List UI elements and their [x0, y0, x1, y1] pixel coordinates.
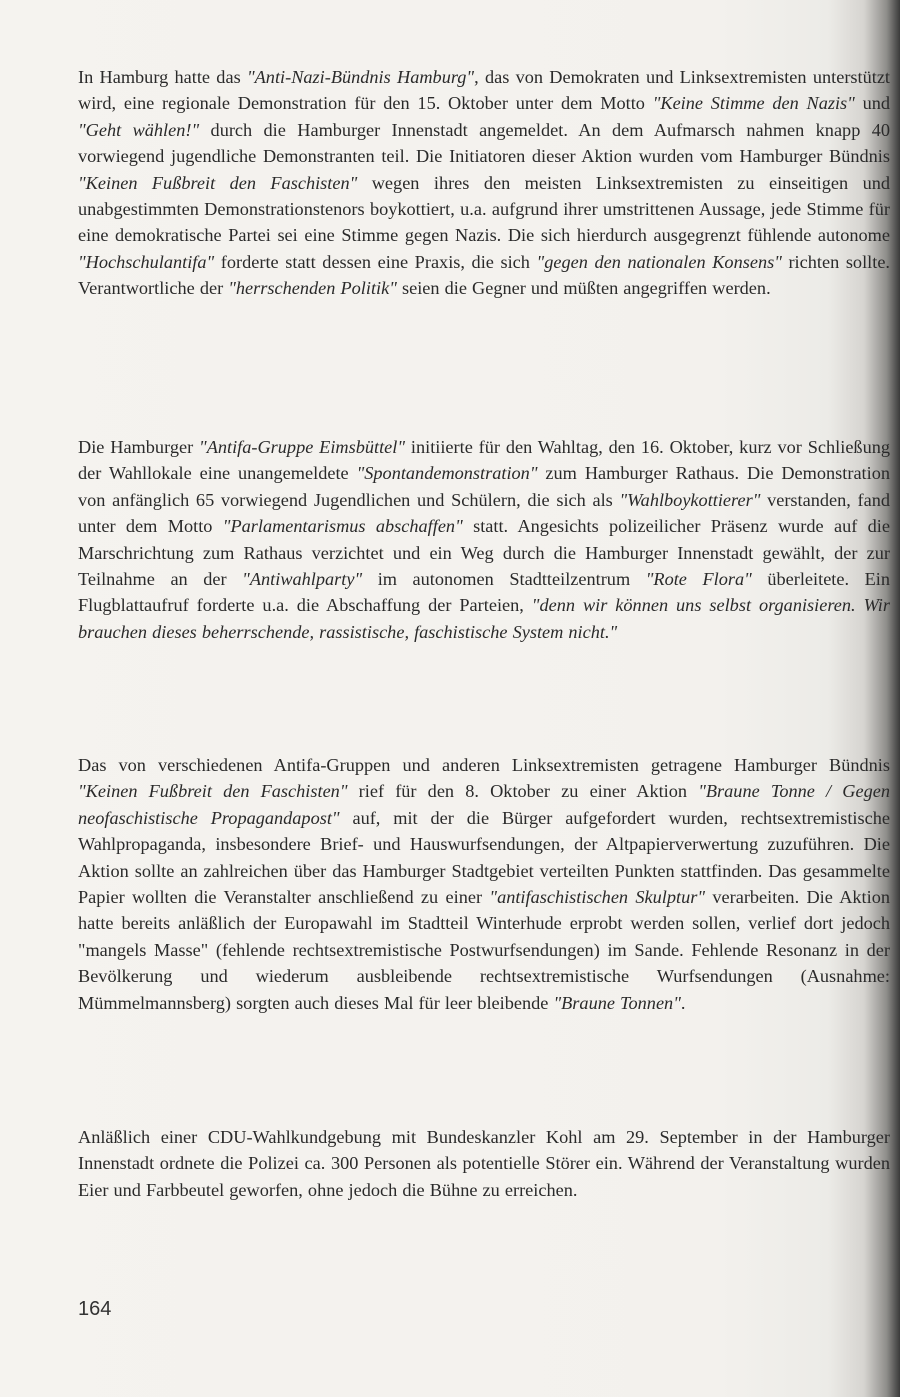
quoted-term: "Spontandemonstration" — [356, 463, 538, 484]
text-segment: In Hamburg hatte das — [78, 67, 247, 87]
quoted-term: "denn wir können uns selbst organisieren. Wir brauchen dieses beherrschende, rassistische, faschistische System nicht." — [78, 595, 890, 642]
quoted-term: "Keinen Fußbreit den Faschisten" — [78, 781, 348, 802]
quoted-term: "Braune Tonne / Gegen neofaschistische Propagandapost" — [78, 781, 890, 828]
text-segment: verstanden, fand unter dem Motto — [78, 489, 890, 537]
page-number: 164 — [78, 1298, 112, 1320]
quoted-term: "Antifa-Gruppe Eimsbüttel" — [199, 437, 406, 457]
text-segment: statt. Angesichts polizeilicher Präsenz wurde auf die Marschrichtung zum Rathaus verzichtet und ein Weg durch die Hamburger Innenstadt gewählt, der zur Teilnahme an der — [78, 516, 890, 590]
text-segment: rief für den 8. Oktober zu einer Aktion — [347, 781, 699, 802]
quoted-term: "antifaschistischen Skulptur" — [489, 887, 706, 908]
text-segment: im autonomen Stadtteilzentrum — [362, 569, 646, 590]
quoted-term: "Geht wählen!" — [78, 119, 200, 140]
quoted-term: "Antiwahlparty" — [242, 569, 363, 590]
paragraph-braune-tonne — [78, 752, 890, 1016]
text-segment: , das von Demokraten und Linksextremisten unterstützt wird, eine regionale Demonstration für den 15. Oktober unter dem Motto — [78, 67, 891, 114]
text-segment: richten sollte. Verantwortliche der — [78, 251, 890, 299]
quoted-term: "Keinen Fußbreit den Faschisten" — [78, 172, 358, 193]
text-segment: zum Hamburger Rathaus. Die Demonstration von anfänglich 65 vorwiegend Jugendlichen und Schülern, die sich als — [78, 463, 891, 510]
text-segment: Anläßlich einer CDU-Wahlkundgebung mit Bundeskanzler Kohl am 29. September in der Hamburger Innenstadt ordnete die Polizei ca. 300 Personen als potentielle Störer ein. Während der Veranstaltung wurden Eier und Farbbeutel geworfen, ohne jedoch die Bühne zu erreichen. — [78, 1127, 890, 1200]
text-segment: verarbeiten. Die Aktion hatte bereits anläßlich der Europawahl im Stadtteil Winterhude erprobt werden sollen, verlief dort jedoch "mangels Masse" (fehlende rechtsextremistische Postwurfsendungen) im Sande. Fehlende Resonanz in der Bevölkerung und wiederum ausbleibende rechtsextremistische Wurfsendungen (Ausnahme: Mümmelmannsberg) sorgten auch dieses Mal für leer bleibende — [78, 887, 890, 1013]
quoted-term: "Parlamentarismus abschaffen" — [222, 516, 463, 537]
paragraph-anti-nazi-buendnis — [78, 64, 890, 302]
text-segment: und — [854, 93, 891, 114]
paragraph-antifa-eimsbuettel — [78, 434, 890, 645]
quoted-term: "Wahlboykottierer" — [619, 489, 761, 510]
quoted-term: "Keine Stimme den Nazis" — [652, 93, 855, 114]
quoted-term: "Anti-Nazi-Bündnis Hamburg" — [246, 67, 475, 87]
quoted-term: "Braune Tonnen" — [553, 992, 681, 1013]
text-segment: überleitete. Ein Flugblattaufruf forderte u.a. die Abschaffung der Parteien, — [78, 569, 891, 616]
text-segment: durch die Hamburger Innenstadt angemeldet. An dem Aufmarsch nahmen knapp 40 vorwiegend jugendliche Demonstranten teil. Die Initiatoren dieser Aktion wurden vom Hamburger Bündnis — [78, 119, 890, 167]
text-segment: wegen ihres den meisten Linksextremisten zu einseitigen und unabgestimmten Demonstrationstenors boykottiert, u.a. aufgrund ihrer umstrittenen Aussage, jede Stimme für eine demokratische Partei sei eine Stimme gegen Nazis. Die sich hierdurch ausgegrenzt fühlende autonome — [78, 172, 890, 246]
text-segment: Die Hamburger — [78, 437, 200, 457]
quoted-term: "herrschenden Politik" — [228, 278, 397, 299]
quoted-term: "Hochschulantifa" — [78, 251, 215, 272]
paragraph-cdu-wahlkundgebung — [78, 1124, 890, 1203]
quoted-term: "Rote Flora" — [645, 569, 752, 590]
text-segment: auf, mit der die Bürger aufgefordert wurden, rechtsextremistische Wahlpropaganda, insbesondere Brief- und Hauswurfsendungen, der Altpapierverwertung zuzuführen. Die Aktion sollte an zahlreichen über das Hamburger Stadtgebiet verteilten Punkten stattfinden. Das gesammelte Papier wollten die Veranstalter anschließend zu einer — [78, 807, 890, 908]
text-segment: seien die Gegner und müßten angegriffen werden. — [396, 278, 771, 299]
text-segment: initiierte für den Wahltag, den 16. Oktober, kurz vor Schließung der Wahllokale eine unangemeldete — [78, 437, 890, 484]
text-segment: forderte statt dessen eine Praxis, die sich — [214, 251, 537, 272]
text-segment: . — [680, 992, 686, 1013]
text-segment: Das von verschiedenen Antifa-Gruppen und anderen Linksextremisten getragene Hamburger Bündnis — [78, 755, 890, 775]
quoted-term: "gegen den nationalen Konsens" — [536, 251, 782, 272]
